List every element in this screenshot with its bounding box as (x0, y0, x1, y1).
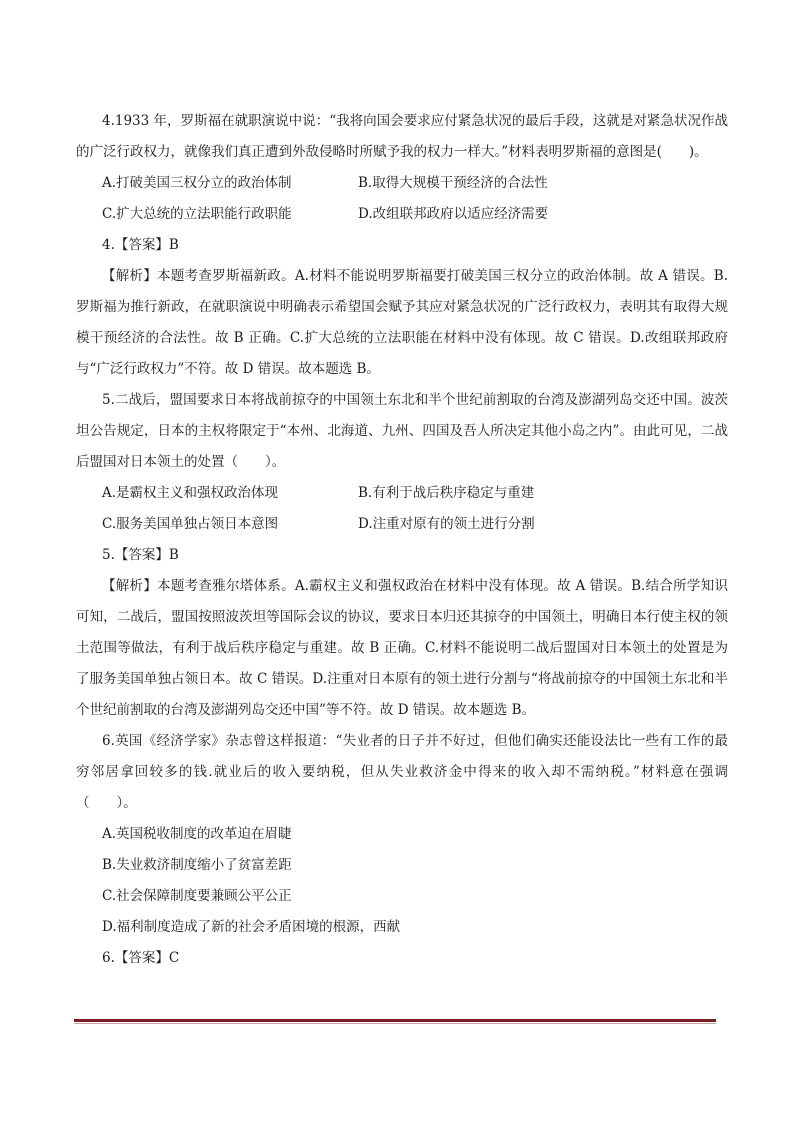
question-6-answer: 6.【答案】C (102, 950, 180, 966)
footer-rule (74, 1019, 716, 1022)
question-4-options-row-2 (76, 199, 728, 230)
footer-rule-thin (74, 1023, 716, 1024)
question-4-option-d: D.改组联邦政府以适应经济需要 (358, 206, 549, 222)
question-6-option-c: C.社会保障制度要兼顾公平公正 (102, 888, 292, 904)
question-5-analysis: 【解析】本题考查雅尔塔体系。A.霸权主义和强权政治在材料中没有体现。故 A 错误。B.结合所学知识可知，二战后，盟国按照波茨坦等国际会议的协议，要求日本归还其掠夺的中国领土，明确日本行使主权的领土范围等做法，有利于战后秩序稳定与重建。故 B 正确。C.材料不能说明二战后盟国对日本领土的处置是为了服务美国单独占领日本。故 C 错误。D.注重对日本原有的领土进行分割与“将战前掠夺的中国领土东北和半个世纪前割取的台湾及澎湖列岛交还中国”等不符。故 D 错误。故本题选 B。 (76, 578, 728, 718)
question-6-option-a: A.英国税收制度的改革迫在眉睫 (102, 826, 292, 842)
question-4-option-a: A.打破美国三权分立的政治体制 (102, 175, 292, 191)
question-4-analysis: 【解析】本题考查罗斯福新政。A.材料不能说明罗斯福要打破美国三权分立的政治体制。故 A 错误。B.罗斯福为推行新政，在就职演说中明确表示希望国会赋予其应对紧急状况的广泛行政权力，表明其有取得大规模干预经济的合法性。故 B 正确。C.扩大总统的立法职能在材料中没有体现。故 C 错误。D.改组联邦政府与“广泛行政权力”不符。故 D 错误。故本题选 B。 (76, 268, 728, 377)
question-4-options-row-1 (76, 168, 728, 199)
question-5-option-d: D.注重对原有的领土进行分割 (358, 516, 535, 532)
question-5-option-a: A.是霸权主义和强权政治体现 (102, 485, 279, 501)
question-4-answer: 4.【答案】B (102, 237, 179, 253)
question-5-options-row-2 (76, 509, 728, 540)
question-6-option-b: B.失业救济制度缩小了贫富差距 (102, 857, 292, 873)
question-6-option-d: D.福利制度造成了新的社会矛盾困境的根源，西献 (102, 919, 401, 935)
question-5-stem: 5.二战后，盟国要求日本将战前掠夺的中国领土东北和半个世纪前割取的台湾及澎湖列岛交还中国。波茨坦公告规定，日本的主权将限定于“本州、北海道、九州、四国及吾人所决定其他小岛之内”。由此可见，二战后盟国对日本领土的处置（ ）。 (76, 392, 728, 470)
question-4-option-c: C.扩大总统的立法职能行政职能 (102, 206, 292, 222)
question-5-option-c: C.服务美国单独占领日本意图 (102, 516, 279, 532)
document-content (76, 106, 728, 974)
question-5-options-row-1 (76, 478, 728, 509)
question-5-option-b: B.有利于战后秩序稳定与重建 (358, 485, 535, 501)
question-5-answer: 5.【答案】B (102, 547, 179, 563)
question-4-stem: 4.1933 年，罗斯福在就职演说中说：“我将向国会要求应付紧急状况的最后手段，这就是对紧急状况作战的广泛行政权力，就像我们真正遭到外敌侵略时所赋予我的权力一样大。”材料表明罗斯福的意图是( )。 (76, 113, 728, 160)
question-6-stem: 6.英国《经济学家》杂志曾这样报道：“失业者的日子并不好过，但他们确实还能设法比一些有工作的最穷邻居拿回较多的钱.就业后的收入要纳税，但从失业救济金中得来的收入却不需纳税。”材料意在强调（ ）。 (76, 733, 728, 811)
question-4-option-b: B.取得大规模干预经济的合法性 (358, 175, 548, 191)
